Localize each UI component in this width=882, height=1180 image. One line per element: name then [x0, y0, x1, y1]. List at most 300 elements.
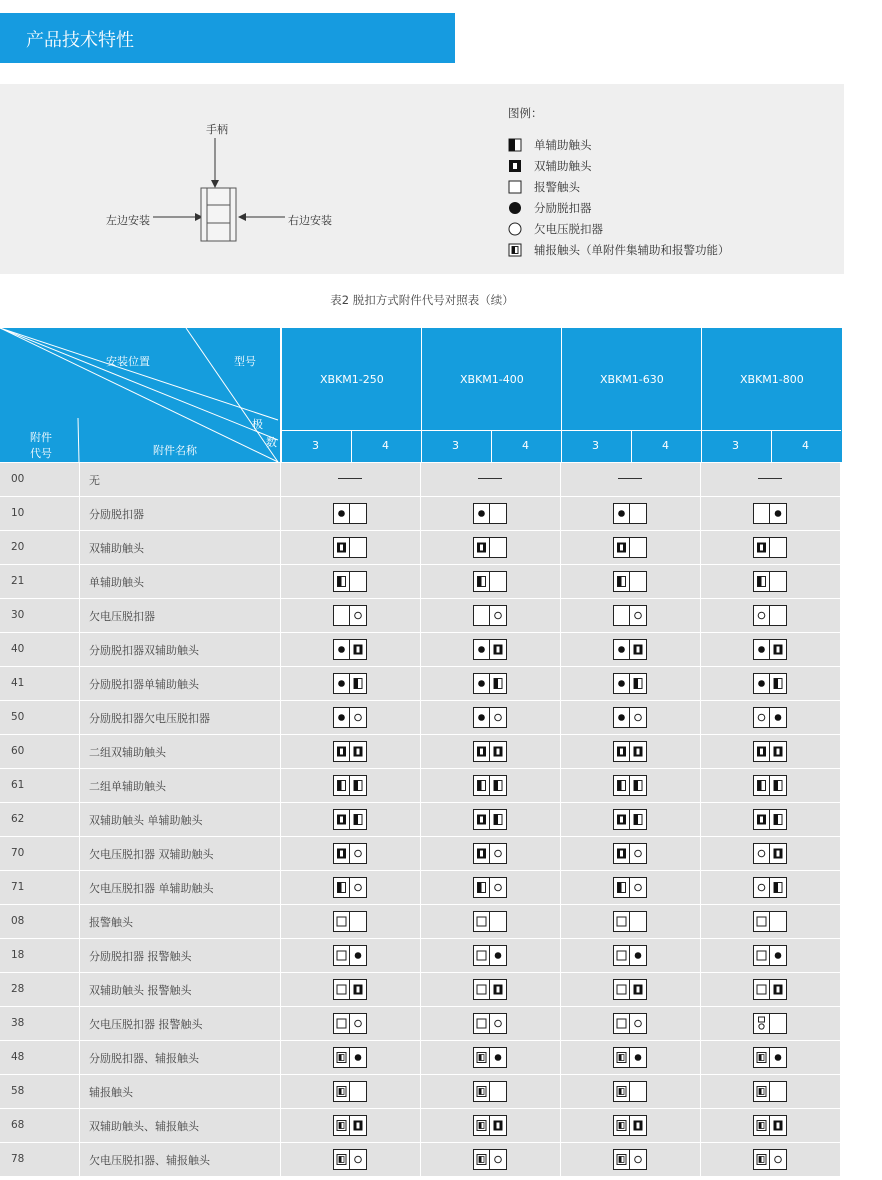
symbol-cell — [561, 565, 700, 598]
symbol-cell — [561, 973, 700, 1006]
code-cell — [0, 1109, 79, 1142]
undervoltage-release-icon — [635, 1156, 642, 1163]
name-cell — [80, 599, 280, 632]
accessory-code: 68 — [11, 1119, 25, 1131]
alarm-contact-icon — [477, 985, 486, 994]
accessory-name: 分励脱扣器欠电压脱扣器 — [89, 712, 210, 725]
model-header: XBKM1-800 — [740, 373, 804, 386]
shunt-release-icon — [338, 510, 345, 517]
code-label-a: 附件 — [30, 431, 52, 444]
symbol-cell — [281, 1075, 420, 1108]
undervoltage-release-icon — [758, 612, 765, 619]
breaker-symbol — [333, 571, 367, 592]
table-row — [0, 1109, 842, 1143]
name-cell — [80, 701, 280, 734]
breaker-symbol — [473, 673, 507, 694]
none-dash — [478, 478, 502, 479]
double-aux-contact-icon — [617, 849, 626, 859]
single-aux-contact-icon — [618, 883, 626, 893]
name-cell — [80, 939, 280, 972]
shunt-release-icon — [508, 201, 522, 215]
symbol-cell — [701, 1041, 840, 1074]
undervoltage-release-icon — [355, 1156, 362, 1163]
pole-header: 3 — [452, 439, 459, 452]
breaker-symbol — [473, 1047, 507, 1068]
symbol-cell — [281, 565, 420, 598]
breaker-symbol — [473, 571, 507, 592]
mounting-diagram — [0, 84, 470, 274]
shunt-release-icon — [495, 1054, 502, 1061]
accessory-code: 28 — [11, 983, 25, 995]
breaker-symbol — [613, 911, 647, 932]
symbol-cell — [421, 837, 560, 870]
table-row — [0, 667, 842, 701]
symbol-cell — [421, 735, 560, 768]
breaker-symbol — [753, 1047, 787, 1068]
code-cell — [0, 565, 79, 598]
alarm-contact-icon — [757, 951, 766, 960]
breaker-symbol — [333, 707, 367, 728]
name-cell — [80, 837, 280, 870]
accessory-code: 50 — [11, 711, 25, 723]
accessory-name: 分励脱扣器单辅助触头 — [89, 678, 199, 691]
table-row — [0, 803, 842, 837]
alarm-contact-icon — [477, 1019, 486, 1028]
name-cell — [80, 565, 280, 598]
symbol-cell — [701, 905, 840, 938]
symbol-cell — [421, 1109, 560, 1142]
breaker-symbol — [473, 1081, 507, 1102]
alarm-contact-icon — [337, 917, 346, 926]
breaker-symbol — [473, 843, 507, 864]
double-aux-contact-icon — [494, 747, 503, 757]
breaker-symbol — [753, 979, 787, 1000]
code-cell — [0, 497, 79, 530]
name-cell — [80, 667, 280, 700]
breaker-symbol — [333, 945, 367, 966]
breaker-symbol — [333, 1081, 367, 1102]
single-aux-contact-icon — [494, 781, 502, 791]
pole-header: 3 — [732, 439, 739, 452]
name-cell — [80, 871, 280, 904]
legend-item-label: 欠电压脱扣器 — [534, 222, 603, 236]
accessory-code: 38 — [11, 1017, 25, 1029]
breaker-symbol — [613, 945, 647, 966]
breaker-symbol — [613, 503, 647, 524]
name-cell — [80, 463, 280, 496]
symbol-cell — [561, 837, 700, 870]
symbol-cell — [561, 905, 700, 938]
double-aux-contact-icon — [508, 159, 522, 173]
name-cell — [80, 905, 280, 938]
single-aux-contact-icon — [618, 577, 626, 587]
single-aux-contact-icon — [618, 781, 626, 791]
breaker-symbol — [753, 707, 787, 728]
symbol-cell — [421, 871, 560, 904]
accessory-name: 欠电压脱扣器 — [89, 610, 155, 623]
symbol-cell — [281, 1007, 420, 1040]
accessory-name: 双辅助触头、辅报触头 — [89, 1120, 199, 1133]
alarm-contact-icon — [617, 985, 626, 994]
shunt-release-icon — [775, 952, 782, 959]
double-aux-contact-icon — [757, 815, 766, 825]
accessory-code: 08 — [11, 915, 25, 927]
code-cell — [0, 735, 79, 768]
right-install-label: 右边安装 — [288, 214, 332, 227]
breaker-symbol — [753, 945, 787, 966]
undervoltage-release-icon — [635, 884, 642, 891]
undervoltage-release-icon — [635, 612, 642, 619]
breaker-symbol — [333, 503, 367, 524]
breaker-symbol — [613, 639, 647, 660]
breaker-symbol — [333, 537, 367, 558]
double-aux-contact-icon — [337, 747, 346, 757]
symbol-cell — [421, 973, 560, 1006]
shunt-release-icon — [758, 646, 765, 653]
symbol-cell — [701, 633, 840, 666]
double-aux-contact-icon — [774, 849, 783, 859]
breaker-symbol — [473, 707, 507, 728]
table-row — [0, 463, 842, 497]
breaker-symbol — [333, 741, 367, 762]
shunt-release-icon — [775, 510, 782, 517]
header-divider — [351, 430, 352, 462]
code-cell — [0, 531, 79, 564]
undervoltage-release-icon — [635, 1020, 642, 1027]
aux-alarm-contact-icon — [477, 1087, 486, 1097]
symbol-cell — [561, 497, 700, 530]
legend-item-label: 分励脱扣器 — [534, 201, 592, 215]
single-aux-contact-icon — [354, 781, 362, 791]
single-aux-contact-icon — [508, 138, 522, 152]
alarm-contact-icon — [337, 951, 346, 960]
breaker-symbol — [473, 945, 507, 966]
double-aux-contact-icon — [354, 747, 363, 757]
alarm-contact-icon — [508, 180, 522, 194]
symbol-cell — [281, 463, 420, 496]
breaker-symbol — [753, 843, 787, 864]
breaker-symbol — [753, 741, 787, 762]
breaker-symbol — [753, 877, 787, 898]
legend-item-label: 单辅助触头 — [534, 138, 592, 152]
symbol-cell — [421, 1007, 560, 1040]
none-dash — [758, 478, 782, 479]
double-aux-contact-icon — [337, 815, 346, 825]
symbol-cell — [561, 769, 700, 802]
table-row — [0, 565, 842, 599]
double-aux-contact-icon — [757, 543, 766, 553]
single-aux-contact-icon — [494, 679, 502, 689]
symbol-cell — [701, 769, 840, 802]
pole-header: 4 — [382, 439, 389, 452]
none-dash — [338, 478, 362, 479]
breaker-symbol — [333, 1013, 367, 1034]
aux-alarm-contact-icon — [337, 1155, 346, 1165]
header-divider — [491, 430, 492, 462]
single-aux-contact-icon — [774, 679, 782, 689]
accessory-name: 双辅助触头 报警触头 — [89, 984, 192, 997]
breaker-symbol — [613, 1149, 647, 1170]
breaker-symbol — [333, 775, 367, 796]
breaker-symbol — [753, 1013, 787, 1034]
breaker-symbol — [333, 1149, 367, 1170]
double-aux-contact-icon — [354, 1121, 363, 1131]
alarm-contact-icon — [337, 1019, 346, 1028]
name-cell — [80, 1109, 280, 1142]
symbol-cell — [701, 939, 840, 972]
symbol-cell — [561, 463, 700, 496]
symbol-cell — [701, 497, 840, 530]
symbol-cell — [281, 803, 420, 836]
alarm-contact-icon — [757, 917, 766, 926]
accessory-name: 双辅助触头 — [89, 542, 144, 555]
alarm-contact-icon — [477, 917, 486, 926]
accessory-code: 20 — [11, 541, 25, 553]
model-header: XBKM1-400 — [460, 373, 524, 386]
shunt-release-icon — [775, 714, 782, 721]
single-aux-contact-icon — [758, 577, 766, 587]
code-cell — [0, 905, 79, 938]
shunt-release-icon — [338, 680, 345, 687]
alarm-contact-icon — [477, 951, 486, 960]
undervoltage-release-icon — [758, 714, 765, 721]
header-divider — [421, 328, 422, 462]
single-aux-contact-icon — [774, 815, 782, 825]
double-aux-contact-icon — [634, 1121, 643, 1131]
symbol-cell — [281, 735, 420, 768]
aux-alarm-contact-icon — [477, 1053, 486, 1063]
double-aux-contact-icon — [337, 543, 346, 553]
accessory-name: 辅报触头 — [89, 1086, 133, 1099]
undervoltage-release-icon — [495, 884, 502, 891]
pole-header: 4 — [522, 439, 529, 452]
shunt-release-icon — [478, 510, 485, 517]
shunt-release-icon — [338, 646, 345, 653]
double-aux-contact-icon — [774, 747, 783, 757]
accessory-name: 分励脱扣器 报警触头 — [89, 950, 192, 963]
accessory-code: 61 — [11, 779, 25, 791]
shunt-release-icon — [635, 1054, 642, 1061]
symbol-cell — [561, 599, 700, 632]
breaker-symbol — [473, 979, 507, 1000]
breaker-symbol — [753, 503, 787, 524]
accessory-name: 分励脱扣器、辅报触头 — [89, 1052, 199, 1065]
accessory-code: 21 — [11, 575, 25, 587]
accessory-code: 41 — [11, 677, 25, 689]
symbol-cell — [561, 1041, 700, 1074]
symbol-cell — [701, 531, 840, 564]
aux-alarm-contact-icon — [337, 1121, 346, 1131]
symbol-cell — [701, 735, 840, 768]
breaker-symbol — [613, 537, 647, 558]
legend-item — [508, 221, 603, 237]
name-cell — [80, 497, 280, 530]
breaker-symbol — [613, 673, 647, 694]
accessory-name: 分励脱扣器双辅助触头 — [89, 644, 199, 657]
single-aux-contact-icon — [758, 781, 766, 791]
breaker-symbol — [753, 809, 787, 830]
breaker-symbol — [753, 639, 787, 660]
shunt-release-icon — [618, 646, 625, 653]
single-aux-contact-icon — [774, 883, 782, 893]
table-row — [0, 599, 842, 633]
alarm-contact-icon — [617, 951, 626, 960]
symbol-cell — [561, 667, 700, 700]
shunt-release-icon — [478, 646, 485, 653]
breaker-symbol — [333, 605, 367, 626]
undervoltage-release-icon — [495, 612, 502, 619]
symbol-cell — [281, 939, 420, 972]
breaker-symbol — [473, 503, 507, 524]
breaker-symbol — [333, 843, 367, 864]
shunt-release-icon — [355, 1054, 362, 1061]
accessory-code: 30 — [11, 609, 25, 621]
accessory-name: 无 — [89, 474, 100, 487]
symbol-cell — [561, 803, 700, 836]
legend-item — [508, 158, 592, 174]
breaker-symbol — [333, 979, 367, 1000]
breaker-symbol — [333, 1047, 367, 1068]
model-label: 型号 — [234, 355, 256, 368]
install-position-label: 安装位置 — [106, 355, 150, 368]
code-cell — [0, 769, 79, 802]
table-row — [0, 1075, 842, 1109]
name-cell — [80, 1143, 280, 1176]
shunt-release-icon — [478, 714, 485, 721]
table-row — [0, 735, 842, 769]
symbol-cell — [701, 701, 840, 734]
code-cell — [0, 1041, 79, 1074]
undervoltage-release-icon — [355, 884, 362, 891]
symbol-cell — [421, 565, 560, 598]
aux-alarm-contact-icon — [757, 1087, 766, 1097]
undervoltage-release-icon — [355, 1020, 362, 1027]
legend-item-label: 报警触头 — [534, 180, 580, 194]
accessory-code: 18 — [11, 949, 25, 961]
single-aux-contact-icon — [634, 679, 642, 689]
breaker-symbol — [333, 639, 367, 660]
name-cell — [80, 633, 280, 666]
breaker-symbol — [473, 537, 507, 558]
symbol-cell — [561, 531, 700, 564]
symbol-cell — [421, 1143, 560, 1176]
model-header: XBKM1-250 — [320, 373, 384, 386]
code-cell — [0, 939, 79, 972]
table-row — [0, 1007, 842, 1041]
breaker-symbol — [753, 1115, 787, 1136]
table-header — [0, 328, 842, 462]
symbol-cell — [421, 599, 560, 632]
aux-alarm-contact-icon — [757, 1121, 766, 1131]
accessory-name: 欠电压脱扣器、辅报触头 — [89, 1154, 210, 1167]
symbol-cell — [701, 871, 840, 904]
symbol-cell — [281, 905, 420, 938]
shunt-release-icon — [355, 952, 362, 959]
accessory-code: 58 — [11, 1085, 25, 1097]
aux-alarm-contact-icon — [477, 1155, 486, 1165]
single-aux-contact-icon — [478, 577, 486, 587]
double-aux-contact-icon — [634, 985, 643, 995]
code-cell — [0, 463, 79, 496]
aux-alarm-contact-icon — [508, 243, 522, 257]
single-aux-contact-icon — [494, 815, 502, 825]
symbol-cell — [421, 1041, 560, 1074]
double-aux-contact-icon — [477, 849, 486, 859]
breaker-symbol — [473, 911, 507, 932]
breaker-symbol — [333, 911, 367, 932]
shunt-release-icon — [338, 714, 345, 721]
name-cell — [80, 1041, 280, 1074]
symbol-cell — [421, 803, 560, 836]
code-cell — [0, 973, 79, 1006]
accessory-code: 00 — [11, 473, 25, 485]
header-divider — [631, 430, 632, 462]
aux-alarm-contact-icon — [617, 1121, 626, 1131]
double-aux-contact-icon — [494, 985, 503, 995]
symbol-cell — [421, 701, 560, 734]
code-cell — [0, 633, 79, 666]
symbol-cell — [701, 565, 840, 598]
name-label: 附件名称 — [153, 444, 197, 457]
handle-label: 手柄 — [206, 123, 228, 136]
legend-item-label: 双辅助触头 — [534, 159, 592, 173]
symbol-cell — [281, 599, 420, 632]
symbol-cell — [421, 667, 560, 700]
shunt-release-icon — [635, 952, 642, 959]
pole-header: 3 — [312, 439, 319, 452]
pole-header: 3 — [592, 439, 599, 452]
double-aux-contact-icon — [617, 815, 626, 825]
undervoltage-release-icon — [495, 714, 502, 721]
code-cell — [0, 701, 79, 734]
symbol-cell — [281, 871, 420, 904]
table-row — [0, 973, 842, 1007]
alarm-contact-icon — [617, 917, 626, 926]
accessory-name: 二组双辅助触头 — [89, 746, 166, 759]
symbol-cell — [421, 531, 560, 564]
single-aux-contact-icon — [478, 781, 486, 791]
accessory-code: 62 — [11, 813, 25, 825]
table-row — [0, 1143, 842, 1177]
name-cell — [80, 1007, 280, 1040]
symbol-cell — [701, 667, 840, 700]
poles-label-a: 极 — [252, 418, 263, 431]
symbol-cell — [701, 1075, 840, 1108]
single-aux-contact-icon — [478, 883, 486, 893]
breaker-symbol — [613, 1013, 647, 1034]
table-caption: 表2 脱扣方式附件代号对照表（续） — [330, 293, 514, 307]
breaker-symbol — [753, 673, 787, 694]
accessory-code: 71 — [11, 881, 25, 893]
header-divider — [281, 328, 282, 462]
breaker-symbol — [613, 741, 647, 762]
breaker-symbol — [613, 843, 647, 864]
double-aux-contact-icon — [477, 543, 486, 553]
breaker-symbol — [753, 571, 787, 592]
symbol-cell — [281, 1041, 420, 1074]
legend-item — [508, 179, 580, 195]
breaker-symbol — [473, 1149, 507, 1170]
table-row — [0, 939, 842, 973]
symbol-cell — [421, 463, 560, 496]
name-cell — [80, 1075, 280, 1108]
none-dash — [618, 478, 642, 479]
accessory-name: 二组单辅助触头 — [89, 780, 166, 793]
symbol-cell — [281, 701, 420, 734]
accessory-code: 40 — [11, 643, 25, 655]
shunt-release-icon — [495, 952, 502, 959]
symbol-cell — [281, 769, 420, 802]
